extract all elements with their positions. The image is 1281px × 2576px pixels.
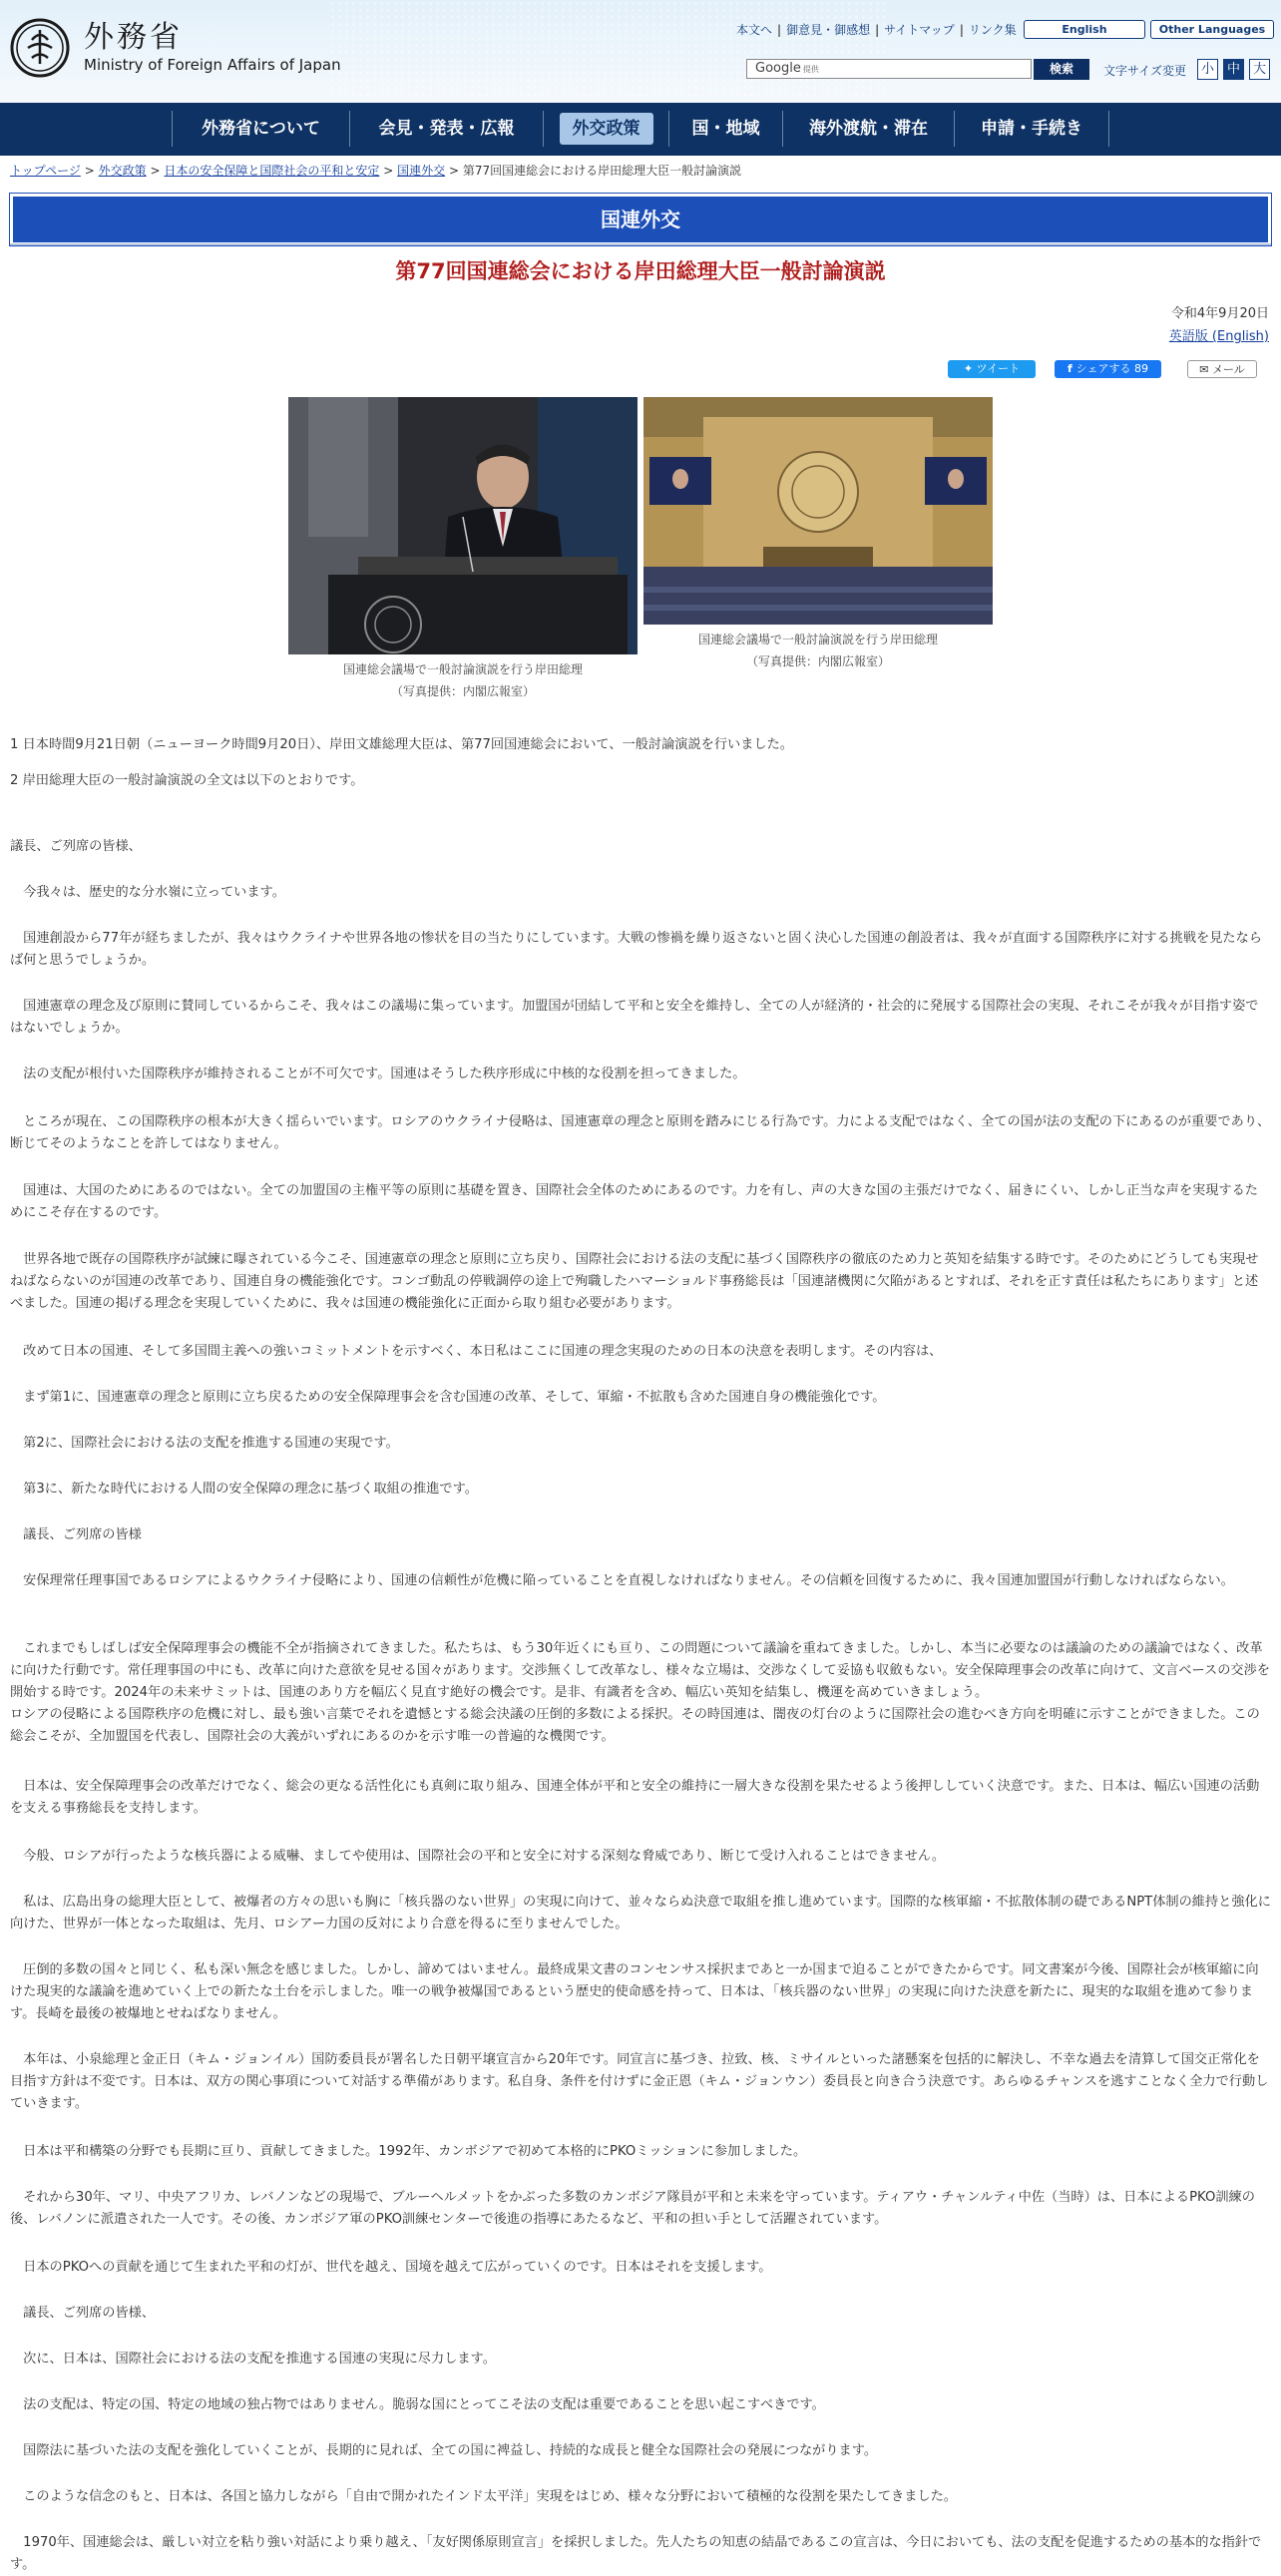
facebook-icon: f bbox=[1068, 362, 1076, 375]
speech-paragraph: それから30年、マリ、中央アフリカ、レバノンなどの現場で、ブルーヘルメットをかぶった多数のカンボジア隊員が平和と未来を守っています。ティアウ・チャンルティ中佐（当時）は、日本によるPKO訓練の後、レバノンに派遣された一人です。その後、カンボジア軍のPKO訓練センターで後進の指導にあたるなど、平和の担い手として活躍されています。 bbox=[10, 2190, 1255, 2227]
global-nav bbox=[0, 103, 1281, 156]
publish-date: 令和4年9月20日 bbox=[1170, 306, 1269, 321]
breadcrumb bbox=[10, 162, 741, 179]
speech-paragraph: 圧倒的多数の国々と同じく、私も深い無念を感じました。しかし、諦めてはいません。最終成果文書のコンセンサス採択まであと一か国まで迫ることができたからです。同文書案が今後、国際社会が核軍縮に向けた現実的な議論を進めていく上での新たな土台を示しました。唯一の戦争被爆国であるという歴史的使命感を持って、日本は、「核兵器のない世界」の実現に向けた決意を新たに、現実的な取組を進めて参ります。長崎を最後の被爆地とせねばなりません。 bbox=[10, 1962, 1259, 2021]
other-languages-button[interactable]: Other Languages bbox=[1150, 20, 1274, 39]
nav-item-press[interactable] bbox=[349, 111, 543, 147]
utility-links: 本文へ | 御意見・御感想 | サイトマップ | リンク集 bbox=[731, 21, 1022, 38]
twitter-bird-icon: ✦ bbox=[963, 362, 977, 375]
caption-text: 国連総会議場で一般討論演説を行う岸田総理 bbox=[342, 662, 583, 676]
site-logo[interactable] bbox=[10, 18, 341, 78]
site-header bbox=[0, 0, 1281, 103]
speech-paragraph: 改めて日本の国連、そして多国間主義への強いコミットメントを示すべく、本日私はここに国連の理念実現のための日本の決意を表明します。その内容は、 bbox=[10, 1344, 943, 1359]
speech-paragraph: 議長、ご列席の皆様 bbox=[10, 1527, 142, 1542]
speech-paragraph: 日本は、安全保障理事会の改革だけでなく、総会の更なる活性化にも真剣に取り組み、国連全体が平和と安全の維持に一層大きな役割を果たせるよう後押ししていく決意です。また、日本は、幅広い国連の活動を支える事務総長を支持します。 bbox=[10, 1779, 1260, 1816]
nav-item-policy[interactable] bbox=[543, 111, 668, 147]
font-size-medium-button[interactable]: 中 bbox=[1223, 59, 1244, 80]
nav-item-travel[interactable] bbox=[782, 111, 954, 147]
nav-item-procedures[interactable] bbox=[954, 111, 1109, 147]
breadcrumb-current: 第77回国連総会における岸田総理大臣一般討論演説 bbox=[462, 164, 742, 178]
speech-paragraph: 国連は、大国のためにあるのではない。全ての加盟国の主権平等の原則に基礎を置き、国際社会全体のためにあるのです。力を有し、声の大きな国の主張だけでなく、届きにくい、しかし正当な声を実現するためにこそ存在するのです。 bbox=[10, 1183, 1258, 1220]
breadcrumb-link-un[interactable]: 国連外交 bbox=[397, 164, 446, 178]
assembly-hall-illustration bbox=[643, 397, 993, 625]
english-button[interactable]: English bbox=[1024, 20, 1145, 39]
speech-paragraph: 今我々は、歴史的な分水嶺に立っています。 bbox=[10, 885, 285, 900]
google-label: Google bbox=[755, 61, 801, 76]
util-link-sitemap[interactable]: サイトマップ bbox=[884, 23, 955, 37]
caption-text: 国連総会議場で一般討論演説を行う岸田総理 bbox=[697, 633, 938, 646]
photo-assembly-hall bbox=[643, 397, 993, 625]
speech-paragraph: 法の支配が根付いた国際秩序が維持されることが不可欠です。国連はそうした秩序形成に中核的な役割を担ってきました。 bbox=[10, 1067, 746, 1081]
speech-paragraph: まず第1に、国連憲章の理念と原則に立ち戻るための安全保障理事会を含む国連の改革、そして、軍縮・不拡散も含めた国連自身の機能強化です。 bbox=[10, 1390, 886, 1405]
caption-credit: （写真提供：内閣広報室） bbox=[745, 654, 890, 668]
mail-label: メール bbox=[1211, 363, 1245, 376]
speech-paragraph: ところが現在、この国際秩序の根本が大きく揺らいでいます。ロシアのウクライナ侵略は、国連憲章の理念と原則を踏みにじる行為です。力による支配ではなく、全ての国が法の支配の下にあるのが重要であり、断じてそのようなことを許してはなりません。 bbox=[10, 1114, 1271, 1151]
logo-japanese: 外務省 bbox=[84, 20, 183, 55]
page-title: 第77回国連総会における岸田総理大臣一般討論演説 bbox=[395, 259, 886, 283]
world-map-pattern bbox=[329, 0, 888, 100]
mail-icon: ✉ bbox=[1199, 363, 1212, 376]
speech-paragraph: 日本は平和構築の分野でも長期に亘り、貢献してきました。1992年、カンボジアで初めて本格的にPKOミッションに参加しました。 bbox=[10, 2144, 807, 2159]
search-button[interactable]: 検索 bbox=[1034, 59, 1089, 80]
photo-podium bbox=[288, 397, 638, 654]
speech-paragraph: 安保理常任理事国であるロシアによるウクライナ侵略により、国連の信頼性が危機に陥っていることを直視しなければなりません。その信頼を回復するために、我々国連加盟国が行動しなければならない。 bbox=[10, 1573, 1234, 1588]
english-version-link[interactable]: 英語版 (English) bbox=[1168, 329, 1269, 344]
speech-paragraph: 国際法に基づいた法の支配を強化していくことが、長期的に見れば、全ての国に裨益し、持続的な成長と健全な国際社会の発展につながります。 bbox=[10, 2443, 878, 2458]
mail-share-button[interactable] bbox=[1187, 360, 1257, 378]
font-size-small-button[interactable]: 小 bbox=[1197, 59, 1218, 80]
nav-item-label: 外務省について bbox=[202, 119, 320, 139]
search-input[interactable] bbox=[746, 59, 1032, 79]
font-size-large-button[interactable]: 大 bbox=[1249, 59, 1270, 80]
speech-paragraph: これまでもしばしば安全保障理事会の機能不全が指摘されてきました。私たちは、もう30年近くにも亘り、この問題について議論を重ねてきました。しかし、本当に必要なのは議論のための議論ではなく、改革に向けた行動です。常任理事国の中にも、改革に向けた意欲を見せる国々があります。交渉無くして改革なし、様々な立場は、交渉なくして妥協も収斂もない。安全保障理事会の改革に向けて、文言ベースの交渉を開始する時です。2024年の未来サミットは、国連のあり方を幅広く見直す絶好の機会です。是非、有識者を含め、幅広い英知を結集し、機運を高めていきましょう。 ロシアの侵略による国際秩序の危機に対し、最も強い言葉でそれを遺憾とする総会決議の圧倒的多数による採択。その時国連は、闇夜の灯台のように国際社会の進むべき方向を明確に示すことができました。この総会こそが、全加盟国を代表し、国際社会の大義がいずれにあるのかを示す唯一の普遍的な機関です。 bbox=[10, 1641, 1270, 1744]
paulownia-seal-icon bbox=[10, 18, 70, 78]
nav-item-label: 国・地域 bbox=[691, 119, 760, 139]
tweet-label: ツイート bbox=[976, 362, 1021, 375]
breadcrumb-separator: > bbox=[150, 164, 161, 178]
breadcrumb-separator: > bbox=[448, 164, 460, 178]
section-divider bbox=[10, 243, 1271, 245]
nav-item-label: 申請・手続き bbox=[981, 119, 1082, 139]
intro-item-1: 1 日本時間9月21日朝（ニューヨーク時間9月20日）、岸田文雄総理大臣は、第77回国連総会において、一般討論演説を行いました。 bbox=[10, 737, 793, 752]
font-size-label: 文字サイズ変更 bbox=[1103, 64, 1187, 78]
util-link-links[interactable]: リンク集 bbox=[968, 23, 1017, 37]
intro-item-2: 2 岸田総理大臣の一般討論演説の全文は以下のとおりです。 bbox=[10, 773, 364, 788]
nav-item-label: 海外渡航・滞在 bbox=[809, 119, 928, 139]
breadcrumb-separator: > bbox=[383, 164, 394, 178]
speech-paragraph: このような信念のもと、日本は、各国と協力しながら「自由で開かれたインド太平洋」実現をはじめ、様々な分野において積極的な役割を果たしてきました。 bbox=[10, 2489, 957, 2504]
photo-caption-2 bbox=[643, 629, 993, 672]
speech-paragraph: 今般、ロシアが行ったような核兵器による威嚇、ましてや使用は、国際社会の平和と安全に対する深刻な脅威であり、断じて受け入れることはできません。 bbox=[10, 1849, 946, 1864]
logo-english: Ministry of Foreign Affairs of Japan bbox=[84, 56, 341, 74]
speech-paragraph: 国連憲章の理念及び原則に賛同しているからこそ、我々はこの議場に集っています。加盟国が団結して平和と安全を維持し、全ての人が経済的・社会的に発展する国際社会の実現、それこそが我々が目指す姿ではないでしょうか。 bbox=[10, 999, 1259, 1036]
speech-paragraph: 国連創設から77年が経ちましたが、我々はウクライナや世界各地の惨状を目の当たりにしています。大戦の惨禍を繰り返さないと固く決心した国連の創設者は、我々が直面する国際秩序に対する挑戦を見たならば何と思うでしょうか。 bbox=[10, 931, 1262, 968]
speech-paragraph: 議長、ご列席の皆様、 bbox=[10, 839, 142, 854]
section-title-bar: 国連外交 bbox=[10, 194, 1271, 245]
nav-item-regions[interactable] bbox=[668, 111, 782, 147]
breadcrumb-separator: > bbox=[84, 164, 95, 178]
facebook-share-label: シェアする 89 bbox=[1075, 362, 1148, 375]
google-sub-label: 提供 bbox=[802, 65, 819, 74]
speech-paragraph: 法の支配は、特定の国、特定の地域の独占物ではありません。脆弱な国にとってこそ法の支配は重要であることを思い起こすべきです。 bbox=[10, 2397, 825, 2412]
speech-paragraph: 第2に、国際社会における法の支配を推進する国連の実現です。 bbox=[10, 1436, 399, 1451]
breadcrumb-link-policy[interactable]: 外交政策 bbox=[98, 164, 147, 178]
speech-paragraph: 本年は、小泉総理と金正日（キム・ジョンイル）国防委員長が署名した日朝平壌宣言から20年です。同宣言に基づき、拉致、核、ミサイルといった諸懸案を包括的に解決し、不幸な過去を清算して国交正常化を目指す方針は不変です。日本は、双方の関心事項について対話する準備があります。私自身、条件を付けずに金正恩（キム・ジョンウン）委員長と向き合う決意です。あらゆるチャンスを逃すことなく全力で行動していきます。 bbox=[10, 2052, 1269, 2111]
tweet-button[interactable] bbox=[948, 360, 1036, 378]
speech-paragraph: 第3に、新たな時代における人間の安全保障の理念に基づく取組の推進です。 bbox=[10, 1482, 478, 1497]
util-link-skip[interactable]: 本文へ bbox=[736, 23, 773, 37]
nav-item-label: 外交政策 bbox=[560, 113, 653, 145]
speech-paragraph: 1970年、国連総会は、厳しい対立を粘り強い対話により乗り越え、「友好関係原則宣言」を採択しました。先人たちの知恵の結晶であるこの宣言は、今日においても、法の支配を促進するための基本的な指針です。 bbox=[10, 2535, 1262, 2572]
photo-caption-1 bbox=[288, 658, 638, 702]
speech-paragraph: 私は、広島出身の総理大臣として、被爆者の方々の思いも胸に「核兵器のない世界」の実現に向けて、並々ならぬ決意で取組を推し進めています。国際的な核軍縮・不拡散体制の礎であるNPT体制の維持と強化に向けた、世界が一体となった取組は、先月、ロシアー力国の反対により合意を得るに至りませんでした。 bbox=[10, 1895, 1271, 1932]
caption-credit: （写真提供：内閣広報室） bbox=[390, 684, 535, 698]
speech-paragraph: 日本のPKOへの貢献を通じて生まれた平和の灯が、世代を越え、国境を越えて広がっていくのです。日本はそれを支援します。 bbox=[10, 2260, 772, 2275]
nav-item-label: 会見・発表・広報 bbox=[378, 119, 515, 139]
nav-item-about[interactable] bbox=[172, 111, 349, 147]
speech-paragraph: 次に、日本は、国際社会における法の支配を推進する国連の実現に尽力します。 bbox=[10, 2352, 496, 2366]
facebook-share-button[interactable] bbox=[1055, 360, 1161, 378]
util-link-feedback[interactable]: 御意見・御感想 bbox=[786, 23, 871, 37]
speech-paragraph: 議長、ご列席の皆様、 bbox=[10, 2306, 156, 2321]
speaker-photo-illustration bbox=[288, 397, 638, 654]
speech-paragraph: 世界各地で既存の国際秩序が試練に曝されている今こそ、国連憲章の理念と原則に立ち戻り、国際社会における法の支配に基づく国際秩序の徹底のため力と英知を結集する時です。そのためにどうしても実現せねばならないのが国連の改革であり、国連自身の機能強化です。コンゴ動乱の停戦調停の途上で殉職したハマーショルド事務総長は「国連諸機関に欠陥があるとすれば、それを正す責任は私たちにあります」と述べました。国連の掲げる理念を実現していくために、我々は国連の機能強化に正面から取り組む必要があります。 bbox=[10, 1252, 1259, 1311]
breadcrumb-link-security[interactable]: 日本の安全保障と国際社会の平和と安定 bbox=[164, 164, 380, 178]
breadcrumb-link-top[interactable]: トップページ bbox=[10, 164, 81, 178]
